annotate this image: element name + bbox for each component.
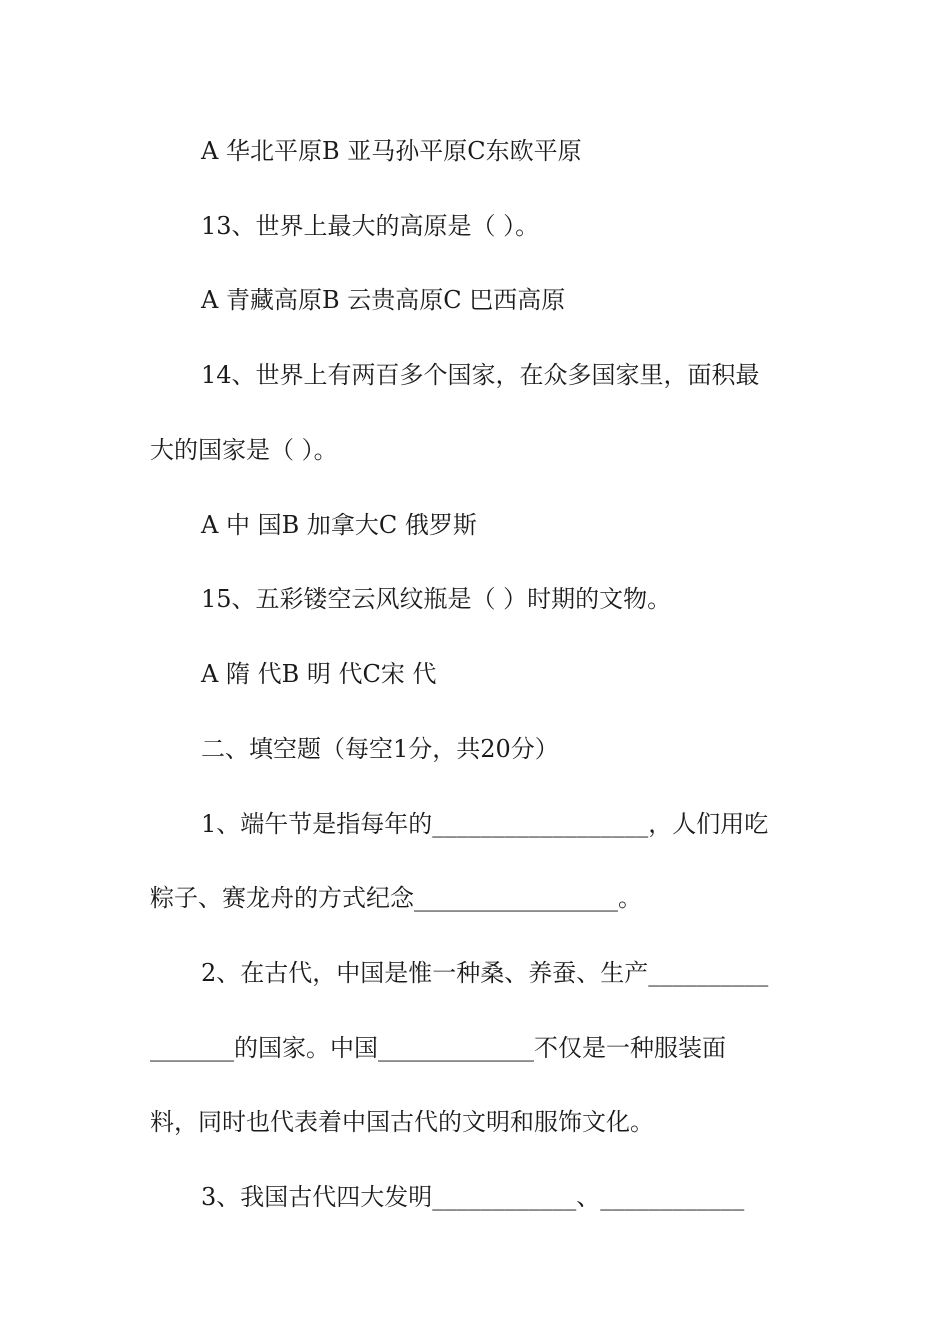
section-heading-fill-in: 二、填空题（每空1分，共20分） <box>201 735 559 763</box>
fill-question-3: 3、我国古代四大发明____________、____________ <box>201 1183 745 1211</box>
option-line-q13: A 青藏高原B 云贵高原C 巴西高原 <box>201 286 566 314</box>
question-14-continued: 大的国家是（ ）。 <box>150 436 338 464</box>
fill-question-2-continued-2: 料，同时也代表着中国古代的文明和服饰文化。 <box>150 1108 654 1136</box>
fill-question-2: 2、在古代，中国是惟一种桑、养蚕、生产__________ <box>201 959 769 987</box>
fill-question-1: 1、端午节是指每年的__________________，人们用吃 <box>201 810 769 838</box>
question-15: 15、五彩镂空云风纹瓶是（ ）时期的文物。 <box>201 585 672 613</box>
question-13: 13、世界上最大的高原是（ ）。 <box>201 212 540 240</box>
option-line-q15: A 隋 代B 明 代C宋 代 <box>201 660 437 688</box>
question-14: 14、世界上有两百多个国家，在众多国家里，面积最 <box>201 361 760 389</box>
fill-question-1-continued: 粽子、赛龙舟的方式纪念_________________。 <box>150 884 642 912</box>
option-line-q14: A 中 国B 加拿大C 俄罗斯 <box>201 511 477 539</box>
option-line-q12: A 华北平原B 亚马孙平原C东欧平原 <box>201 137 582 165</box>
fill-question-2-continued: _______的国家。中国_____________不仅是一种服装面 <box>150 1034 726 1062</box>
